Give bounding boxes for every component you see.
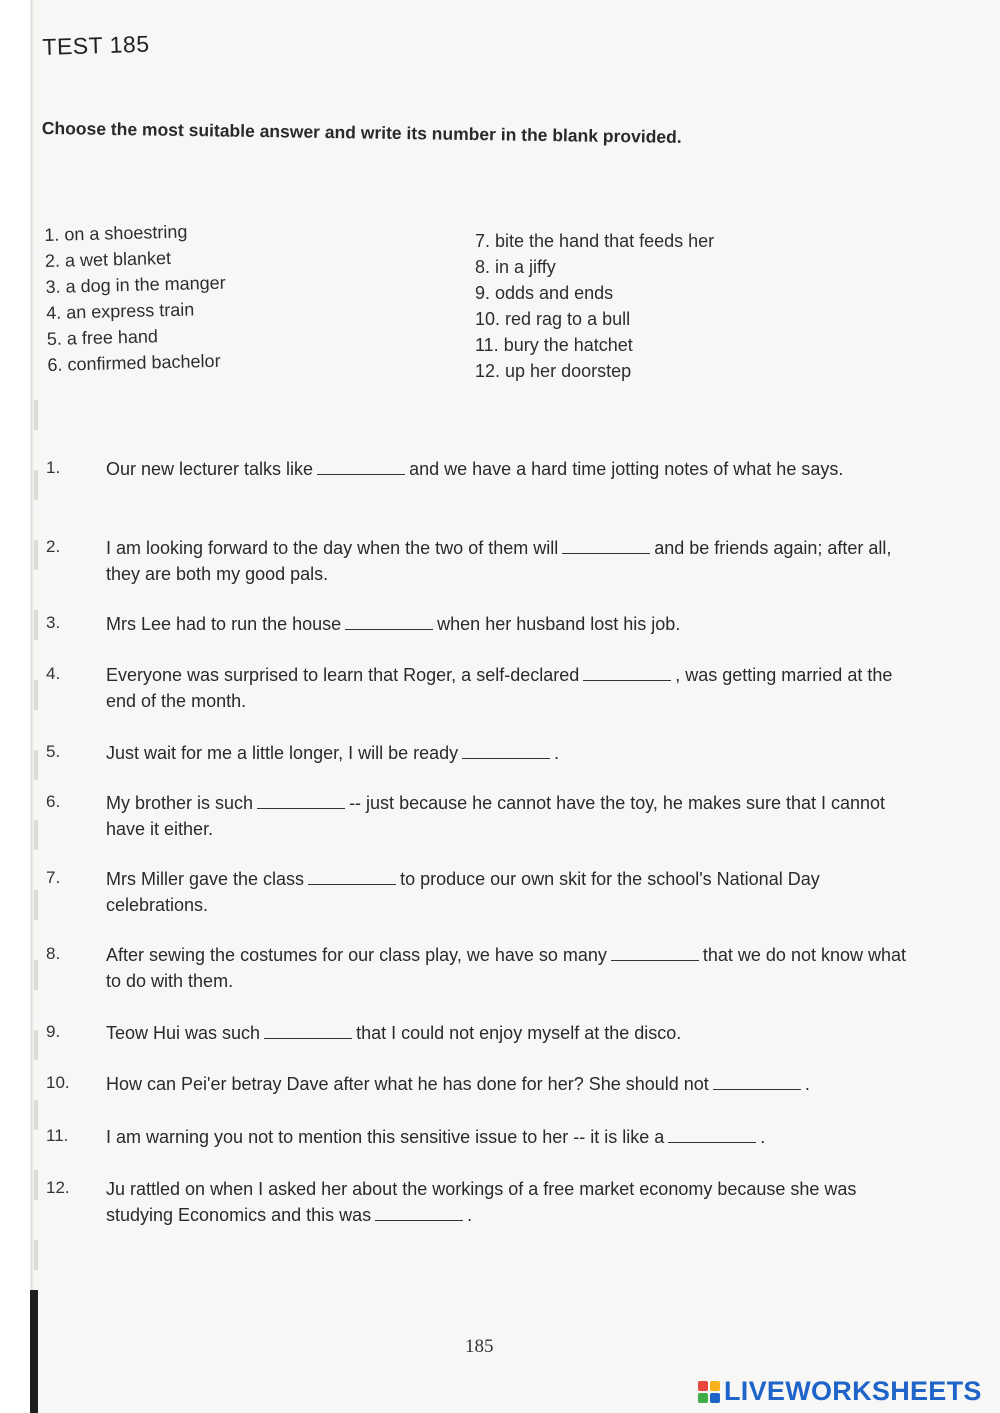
answer-blank[interactable] [611,946,699,961]
question-number: 1. [46,458,61,477]
liveworksheets-logo-icon [698,1381,720,1403]
question-number: 9. [46,1022,61,1041]
option-item: 5. a free hand [46,326,159,349]
binding-shadow [34,400,38,1300]
question-number: 11. [46,1126,69,1145]
question-number: 10. [46,1073,70,1092]
watermark-text: LIVEWORKSHEETS [724,1376,982,1406]
option-item: 1. on a shoestring [44,221,188,245]
option-item: 6. confirmed bachelor [47,350,221,375]
question-text: Just wait for me a little longer, I will be ready . [106,743,560,763]
option-item: 4. an express train [45,299,195,323]
logo-square-green [698,1393,708,1403]
binding-dark-edge [30,1290,38,1413]
question-number: 12. [46,1178,70,1197]
answer-blank[interactable] [562,539,650,554]
question-text: Ju rattled on when I asked her about the workings of a free market economy because she was studying Economics and this was . [106,1179,857,1225]
question-number: 4. [46,664,61,683]
option-item: 7. bite the hand that feeds her [475,231,715,251]
question-text: How can Pei'er betray Dave after what he has done for her? She should not . [106,1074,810,1094]
answer-blank[interactable] [317,460,405,475]
question-number: 2. [46,537,61,556]
option-item: 9. odds and ends [475,283,614,303]
question-text: I am looking forward to the day when the two of them will and be friends again; after all, they are both my good pals. [106,538,892,584]
question-text: After sewing the costumes for our class play, we have so many that we do not know what to do with them. [106,945,907,991]
logo-square-red [698,1381,708,1391]
test-title: TEST 185 [42,30,150,60]
option-item: 3. a dog in the manger [45,272,226,297]
logo-square-yellow [710,1381,720,1391]
answer-blank[interactable] [462,744,550,759]
answer-blank[interactable] [264,1024,352,1039]
question-number: 3. [46,613,61,632]
question-number: 6. [46,792,61,811]
answer-blank[interactable] [345,615,433,630]
answer-blank[interactable] [668,1128,756,1143]
answer-blank[interactable] [257,794,345,809]
option-item: 10. red rag to a bull [475,309,631,329]
options-list-left [44,218,228,378]
option-item: 8. in a jiffy [475,257,556,277]
answer-blank[interactable] [583,666,671,681]
question-text: My brother is such -- just because he cannot have the toy, he makes sure that I cannot have it either. [106,793,886,839]
option-item: 12. up her doorstep [475,361,632,381]
page-number: 185 [465,1336,494,1357]
question-text: Teow Hui was such that I could not enjoy myself at the disco. [106,1023,682,1043]
options-list-right [475,228,714,384]
option-item: 2. a wet blanket [44,247,172,271]
question-number: 5. [46,742,61,761]
answer-blank[interactable] [308,870,396,885]
answer-blank[interactable] [375,1206,463,1221]
option-item: 11. bury the hatchet [475,335,633,355]
question-text: Everyone was surprised to learn that Roger, a self-declared , was getting married at the end of the month. [106,665,893,711]
binding-edge [0,0,34,1413]
answer-blank[interactable] [713,1075,801,1090]
question-text: Our new lecturer talks like and we have a hard time jotting notes of what he says. [106,459,844,479]
logo-square-blue [710,1393,720,1403]
question-text: Mrs Lee had to run the house when her husband lost his job. [106,614,681,634]
question-number: 8. [46,944,61,963]
question-text: I am warning you not to mention this sensitive issue to her -- it is like a . [106,1127,766,1147]
question-text: Mrs Miller gave the class to produce our own skit for the school's National Day celebrations. [106,869,820,915]
instruction-text: Choose the most suitable answer and write its number in the blank provided. [41,118,682,147]
liveworksheets-watermark [698,1376,982,1407]
question-number: 7. [46,868,61,887]
